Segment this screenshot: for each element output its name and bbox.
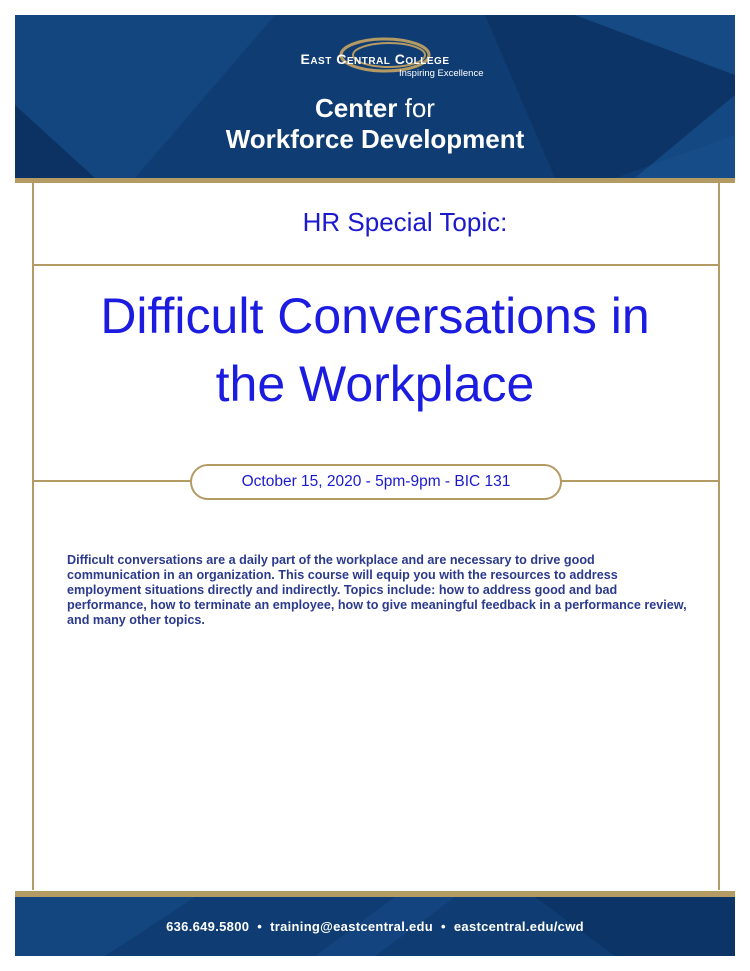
footer-email-link[interactable]: training@eastcentral.edu — [270, 919, 434, 934]
main-title — [40, 282, 710, 418]
footer-separator: • — [441, 919, 446, 934]
center-title-line2: Workforce Development — [225, 124, 525, 154]
footer-contact — [15, 897, 735, 956]
center-title-light: for — [404, 93, 435, 123]
event-details-badge: October 15, 2020 - 5pm-9pm - BIC 131 — [190, 464, 562, 500]
topic-label: HR Special Topic: — [302, 207, 508, 237]
college-name: East Central College — [300, 51, 450, 67]
center-title — [15, 93, 735, 155]
footer-website-link[interactable]: eastcentral.edu/cwd — [453, 919, 584, 934]
footer-separator: • — [257, 919, 263, 934]
footer-banner — [15, 897, 735, 956]
main-title-line2: the Workplace — [215, 356, 535, 412]
course-description: Difficult conversations are a daily part of the workplace and are necessary to drive good communication in an organization. This course will equip you with the resources to address employment situations directly and indirectly. Topics include: how to address good and bad performance, how to terminate an employee, how to give meaningful feedback in a performance review, and many other topics. — [67, 553, 687, 627]
topic-divider — [32, 264, 718, 266]
main-title-line1: Difficult Conversations in — [100, 288, 650, 344]
college-logo — [15, 51, 735, 79]
center-title-bold: Center — [315, 93, 398, 123]
college-tagline: Inspiring Excellence — [399, 68, 484, 79]
footer-phone: 636.649.5800 — [166, 919, 250, 934]
header-banner — [15, 15, 735, 178]
